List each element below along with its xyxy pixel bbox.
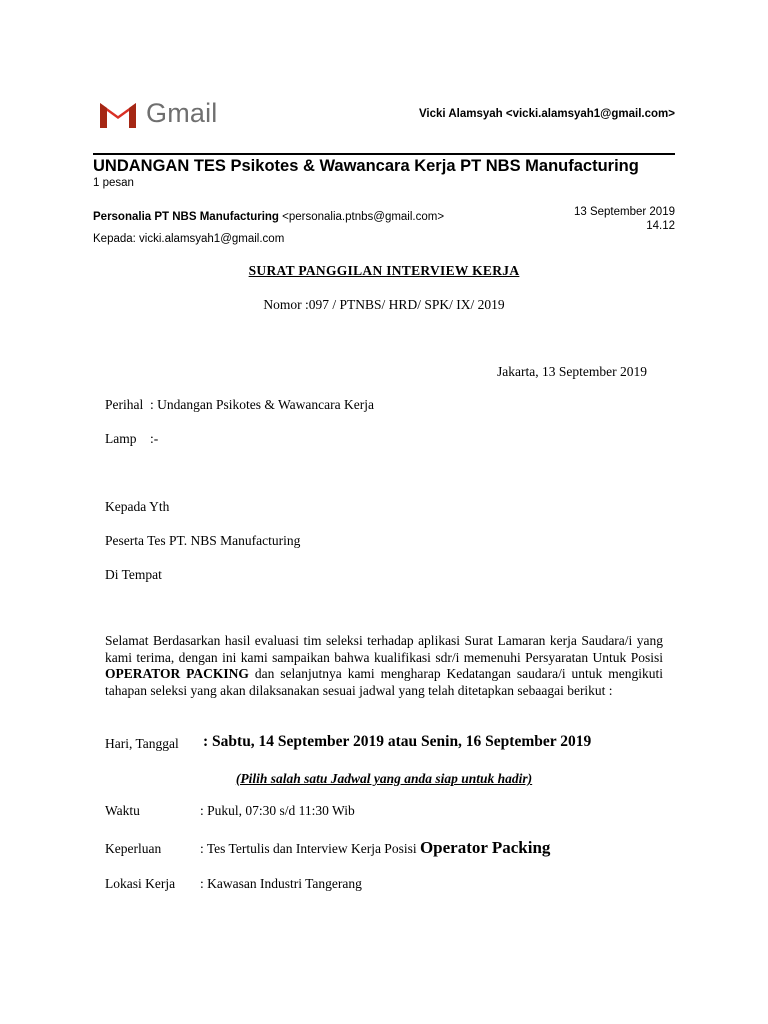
email-recipient: Kepada: vicki.alamsyah1@gmail.com — [93, 233, 285, 245]
letter-addressee-greeting: Kepada Yth — [105, 499, 170, 514]
letter-attachment-line: Lamp :- — [105, 431, 159, 446]
purpose-position: Operator Packing — [419, 838, 551, 857]
body-position: OPERATOR PACKING — [105, 666, 249, 681]
letter-body-paragraph — [105, 633, 663, 699]
letter-addressee: Peserta Tes PT. NBS Manufacturing — [105, 533, 301, 548]
email-subject: UNDANGAN TES Psikotes & Wawancara Kerja PT NBS Manufacturing — [93, 157, 639, 175]
email-date: 13 September 2019 — [573, 206, 675, 218]
gmail-envelope-icon — [98, 99, 138, 129]
body-text-part2: dan selanjutnya kami mengharap Kedatangan saudara/i untuk mengikuti tahapan seleksi yang akan dilaksanakan sesuai jadwal yang telah ditetapkan sebaagai berikut : — [105, 666, 663, 698]
schedule-location-value: : Kawasan Industri Tangerang — [200, 876, 362, 891]
letter-title: SURAT PANGGILAN INTERVIEW KERJA — [248, 263, 520, 278]
header-divider — [93, 153, 675, 155]
sender-email: <personalia.ptnbs@gmail.com> — [282, 211, 445, 223]
schedule-time-value: : Pukul, 07:30 s/d 11:30 Wib — [200, 803, 355, 818]
letter-subject-line: Perihal : Undangan Psikotes & Wawancara Kerja — [105, 397, 374, 412]
schedule-purpose-label: Keperluan — [105, 841, 162, 856]
account-info: Vicki Alamsyah <vicki.alamsyah1@gmail.com> — [418, 108, 675, 120]
gmail-logo — [98, 98, 218, 129]
schedule-date-label: Hari, Tanggal — [105, 736, 179, 751]
gmail-wordmark: Gmail — [146, 98, 218, 128]
schedule-purpose-value — [200, 838, 550, 858]
sender-name: Personalia PT NBS Manufacturing — [93, 211, 279, 223]
schedule-note: (Pilih salah satu Jadwal yang anda siap untuk hadir) — [235, 771, 533, 786]
email-datetime — [574, 205, 675, 233]
email-sender — [93, 211, 444, 223]
letter-place-date: Jakarta, 13 September 2019 — [497, 364, 647, 379]
schedule-time-label: Waktu — [105, 803, 140, 818]
purpose-text: : Tes Tertulis dan Interview Kerja Posisi — [200, 841, 420, 856]
letter-addressee-place: Di Tempat — [105, 567, 162, 582]
schedule-location-label: Lokasi Kerja — [105, 876, 176, 891]
schedule-date-value: : Sabtu, 14 September 2019 atau Senin, 16 September 2019 — [203, 733, 592, 750]
letter-number: Nomor :097 / PTNBS/ HRD/ SPK/ IX/ 2019 — [263, 297, 505, 312]
email-time: 14.12 — [646, 220, 675, 232]
body-text-part1: Selamat Berdasarkan hasil evaluasi tim seleksi terhadap aplikasi Surat Lamaran kerja Saudara/i yang kami terima, dengan ini kami sampaikan bahwa kualifikasi sdr/i memenuhi Persyaratan Untuk Posisi — [105, 633, 663, 665]
message-count: 1 pesan — [93, 177, 134, 189]
